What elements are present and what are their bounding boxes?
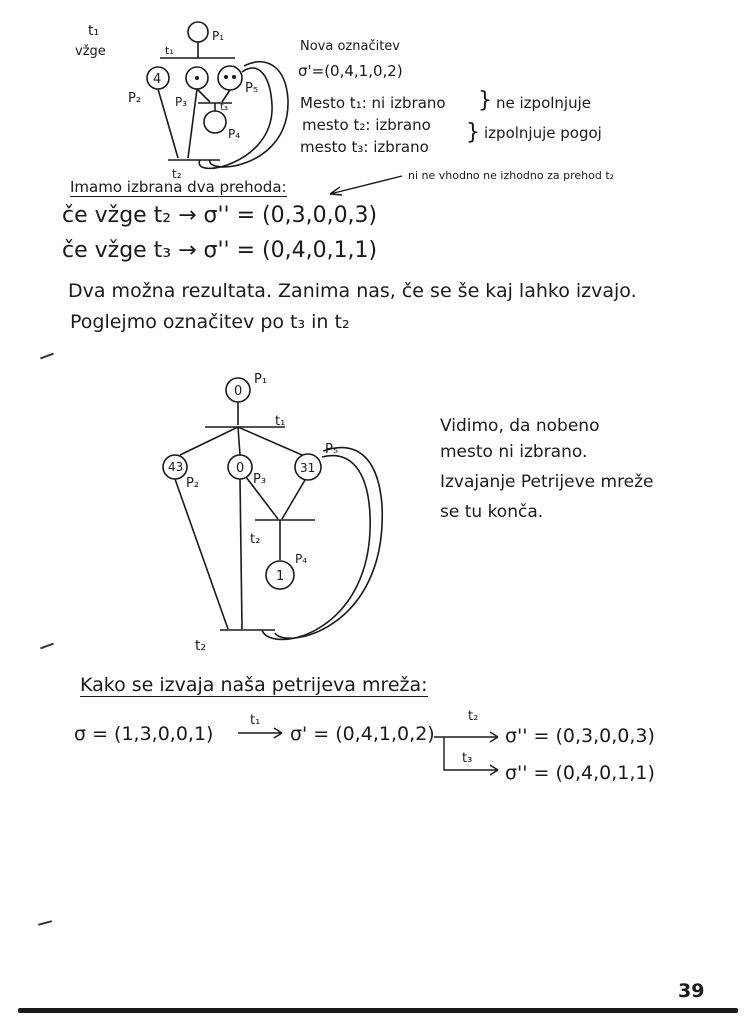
label-p5: P₅ [245,81,259,96]
place-p4 [204,111,226,133]
bottom-rule [18,1008,738,1013]
arrow-t1-label: t₁ [250,713,261,728]
look-at-marking: Poglejmo označitev po t₃ in t₂ [70,311,350,333]
label-t2-bottom: t₂ [172,167,182,181]
label-t1-top: t₁ [88,23,100,39]
side-note-arrow [320,170,410,200]
arrow-t3-label: t₃ [462,751,473,766]
margin-mark [38,920,52,926]
p2-tokens: 43 [168,460,184,474]
line-t2: mesto t₂: izbrano [302,116,431,134]
label-t3: t₃ [220,102,228,113]
side-note: ni ne vhodno ne izhodno za prehod t₂ [408,169,615,182]
satisfies: izpolnjuje pogoj [484,124,602,142]
margin-mark [40,643,54,650]
label-p4: P₄ [295,552,308,566]
seq-end-t3: σ'' = (0,4,0,1,1) [505,762,655,784]
label-p3: P₃ [175,95,188,109]
label-p2: P₂ [186,476,200,491]
seq-start: σ = (1,3,0,0,1) [74,723,214,745]
place-p1 [188,22,208,42]
not-satisfy: ne izpolnjuje [496,94,591,112]
label-p1: P₁ [212,29,225,43]
place-p5 [218,66,242,90]
two-results: Dva možna rezultata. Zanima nas, če se še kaj lahko izvajo. [68,280,637,302]
conclusion-line-1: Vidimo, da nobeno [440,416,600,436]
seq-end-t2: σ'' = (0,3,0,0,3) [505,725,655,747]
label-p1: P₁ [254,372,268,387]
label-p4: P₄ [228,127,241,141]
label-p2: P₂ [128,91,142,106]
petri-net-diagram-2 [150,365,400,655]
page-number: 39 [678,980,705,1002]
fire-t3-result: če vžge t₃ → σ'' = (0,4,0,1,1) [62,238,378,263]
brace-1: } [478,88,492,113]
label-p5: P₅ [325,442,339,457]
arrow-t1 [236,726,286,740]
brace-2: } [466,120,480,145]
label-t2-mid: t₂ [250,532,261,547]
label-p3: P₃ [253,472,267,487]
line-t3: mesto t₃: izbrano [300,138,429,156]
new-marking-label: Nova označitev [300,39,401,54]
arrow-t2-label: t₂ [468,709,479,724]
label-fire: vžge [75,44,106,59]
heading-two-transitions: Imamo izbrana dva prehoda: [70,178,287,196]
conclusion-line-4: se tu konča. [440,502,544,522]
heading-execution: Kako se izvaja naša petrijeva mreža: [80,674,428,696]
fire-t2-result: če vžge t₂ → σ'' = (0,3,0,0,3) [62,203,378,228]
p5-tokens: 31 [300,461,316,475]
label-t1-small: t₁ [165,44,174,57]
margin-mark [40,353,54,360]
p3-tokens: 0 [236,461,245,476]
label-t2-bottom: t₂ [195,638,207,654]
petri-net-diagram-1 [60,10,300,185]
p1-tokens: 0 [234,384,243,399]
p2-tokens: 4 [153,72,162,87]
new-marking: σ'=(0,4,1,0,2) [298,62,403,80]
line-t1: Mesto t₁: ni izbrano [300,94,446,112]
conclusion-line-3: Izvajanje Petrijeve mreže [440,472,654,492]
conclusion-line-2: mesto ni izbrano. [440,442,588,462]
label-t1: t₁ [275,414,286,429]
seq-mid: σ' = (0,4,1,0,2) [290,723,435,745]
p4-tokens: 1 [276,569,285,584]
